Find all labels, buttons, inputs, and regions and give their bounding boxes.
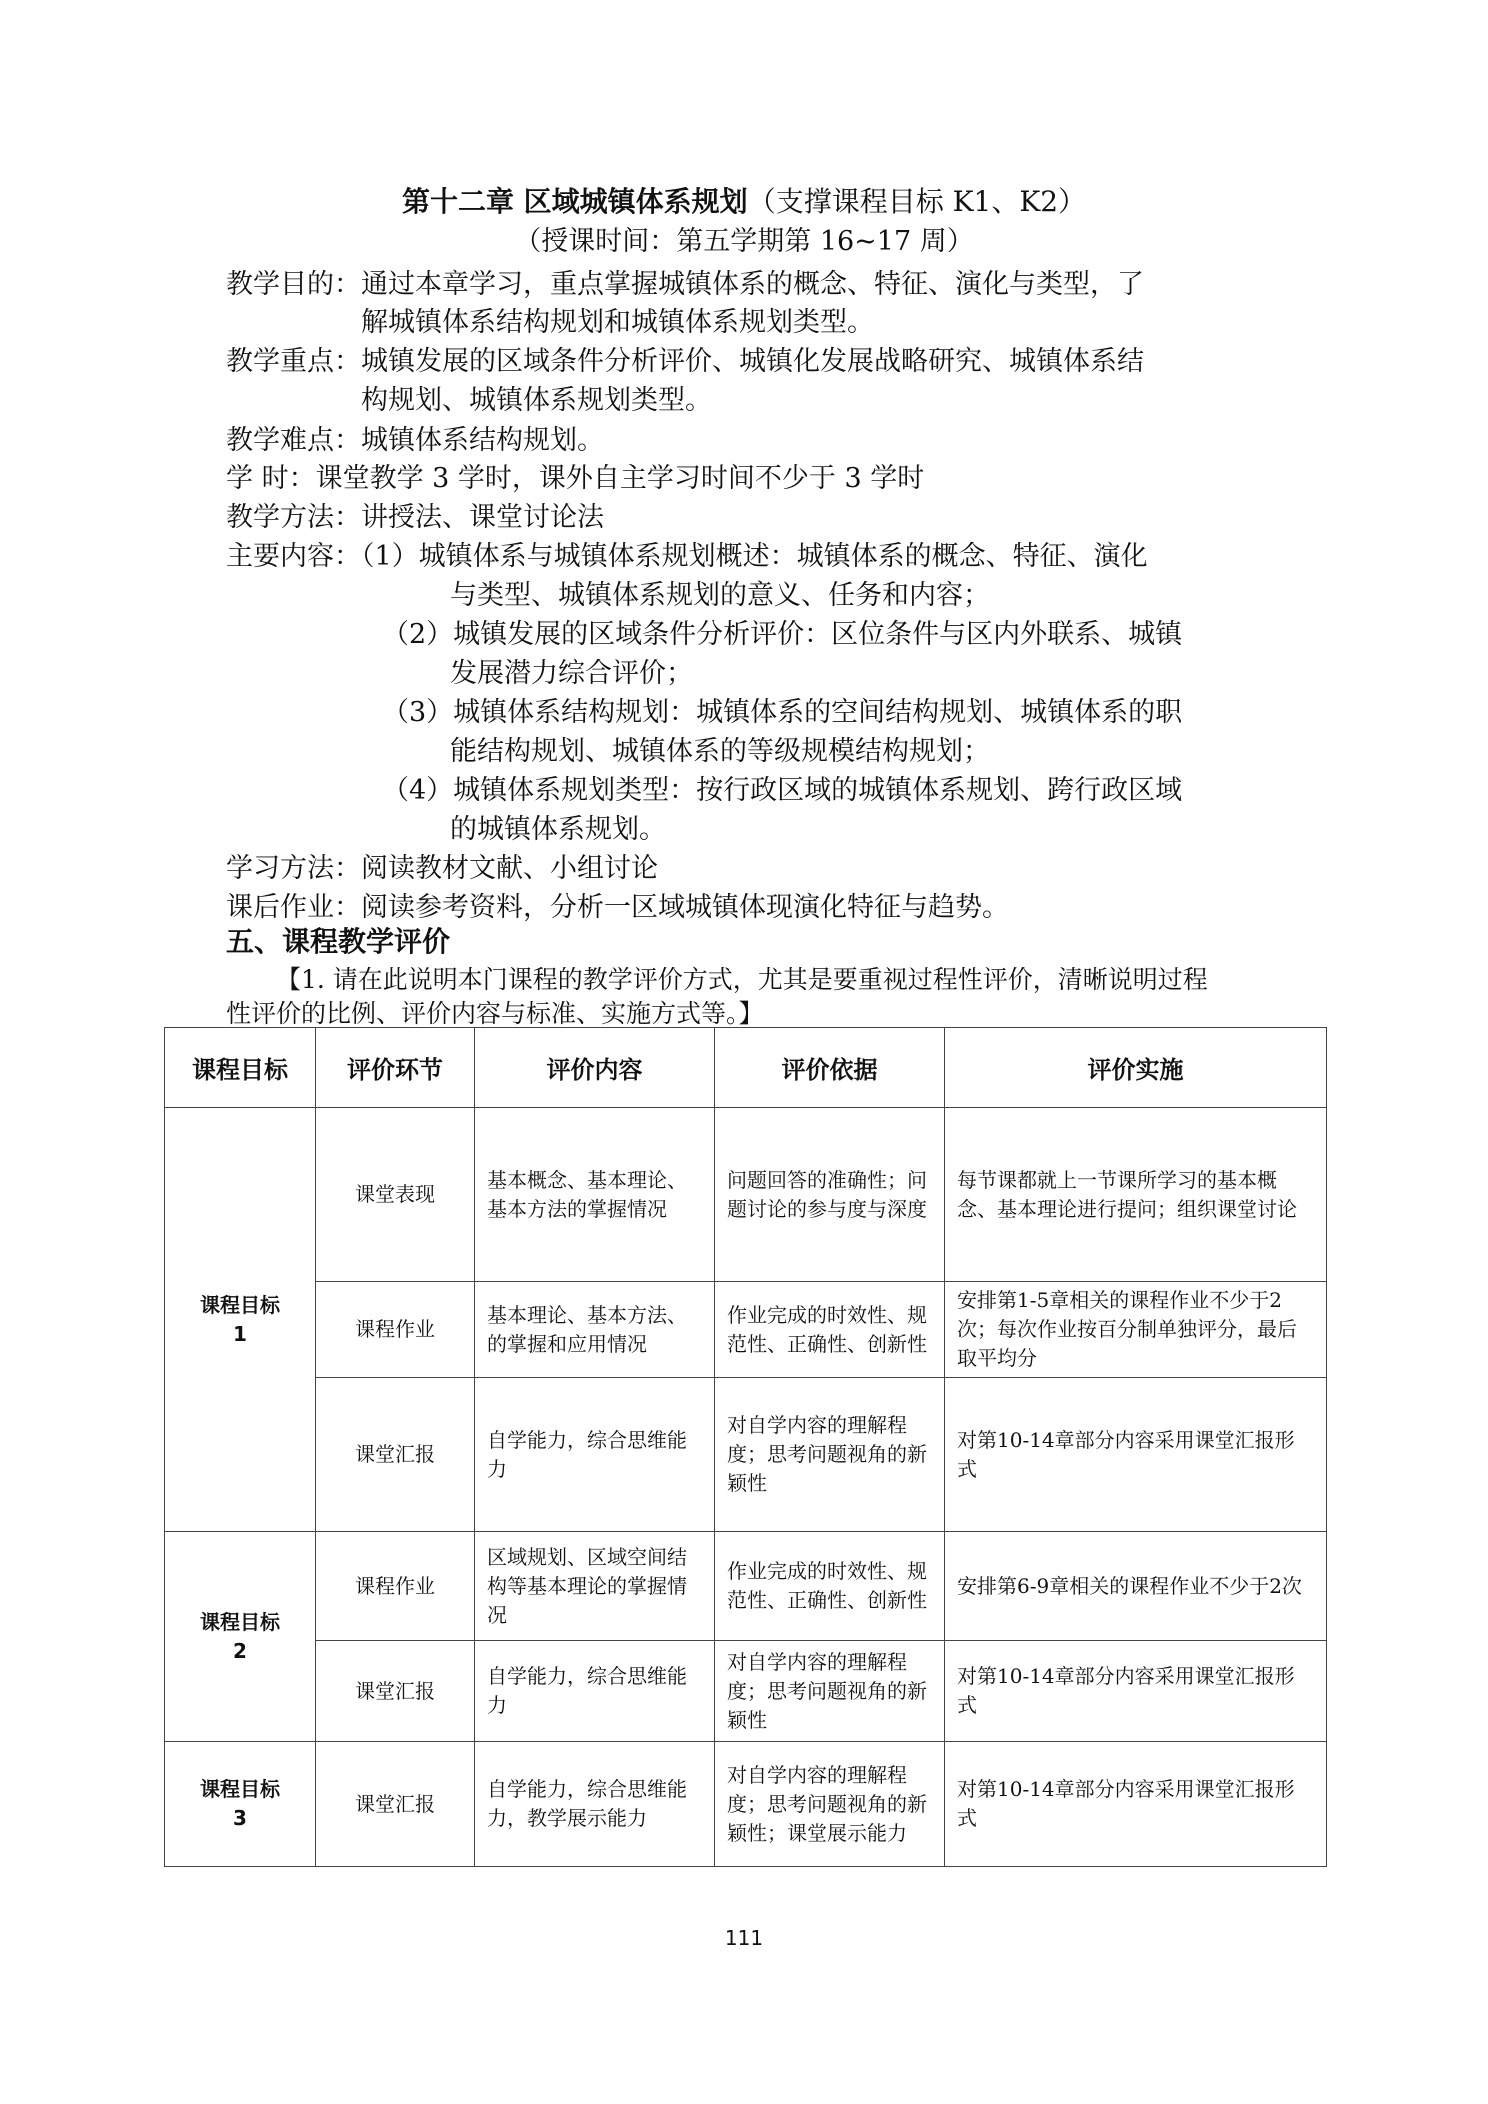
table-row (165, 1108, 1327, 1282)
note-line-2: 性评价的比例、评价内容与标准、实施方式等。】 (226, 999, 764, 1028)
difficulty-line: 教学难点：城镇体系结构规划。 (226, 425, 604, 456)
content-4-line-2: 的城镇体系规划。 (450, 814, 666, 845)
purpose-line-1 (226, 262, 1144, 301)
basis-cell: 作业完成的时效性、规范性、正确性、创新性 (715, 1282, 945, 1378)
basis-cell: 问题回答的准确性；问题讨论的参与度与深度 (715, 1108, 945, 1282)
stage-cell: 课程作业 (316, 1532, 475, 1641)
implementation-cell: 对第10-14章部分内容采用课堂汇报形式 (945, 1641, 1327, 1742)
table-row (165, 1641, 1327, 1742)
content-3-line-1: （3）城镇体系结构规划：城镇体系的空间结构规划、城镇体系的职 (382, 697, 1183, 728)
implementation-cell: 安排第6-9章相关的课程作业不少于2次 (945, 1532, 1327, 1641)
note-line-1: 【1. 请在此说明本门课程的教学评价方式，尤其是要重视过程性评价，清晰说明过程 (276, 965, 1208, 994)
content-cell: 基本概念、基本理论、基本方法的掌握情况 (475, 1108, 715, 1282)
method-line: 教学方法：讲授法、课堂讨论法 (226, 502, 604, 533)
header-content: 评价内容 (475, 1028, 715, 1108)
section-heading: 五、课程教学评价 (226, 925, 451, 958)
stage-cell: 课程作业 (316, 1282, 475, 1378)
basis-cell: 作业完成的时效性、规范性、正确性、创新性 (715, 1532, 945, 1641)
focus-line-1 (226, 339, 1144, 378)
content-4-line-1: （4）城镇体系规划类型：按行政区域的城镇体系规划、跨行政区域 (382, 775, 1183, 806)
stage-cell: 课堂汇报 (316, 1378, 475, 1532)
basis-cell: 对自学内容的理解程度；思考问题视角的新颖性 (715, 1378, 945, 1532)
stage-cell: 课堂表现 (316, 1108, 475, 1282)
hours-line: 学 时：课堂教学 3 学时，课外自主学习时间不少于 3 学时 (226, 463, 925, 494)
header-basis: 评价依据 (715, 1028, 945, 1108)
stage-cell: 课堂汇报 (316, 1742, 475, 1867)
table-row (165, 1742, 1327, 1867)
table-row (165, 1282, 1327, 1378)
header-implementation: 评价实施 (945, 1028, 1327, 1108)
content-cell: 自学能力，综合思维能力 (475, 1378, 715, 1532)
content-1-text-1: （1）城镇体系与城镇体系规划概述：城镇体系的概念、特征、演化 (361, 541, 1148, 572)
implementation-cell: 对第10-14章部分内容采用课堂汇报形式 (945, 1742, 1327, 1867)
header-goal: 课程目标 (165, 1028, 316, 1108)
content-2-line-2: 发展潜力综合评价； (450, 658, 693, 689)
table-header-row (165, 1028, 1327, 1108)
content-label: 主要内容： (226, 541, 361, 572)
purpose-label: 教学目的： (226, 269, 361, 300)
study-line: 学习方法：阅读教材文献、小组讨论 (226, 853, 658, 884)
goal-label: 课程目标 3 (200, 1777, 280, 1830)
content-cell: 区域规划、区域空间结构等基本理论的掌握情况 (475, 1532, 715, 1641)
chapter-title-main: 第十二章 区域城镇体系规划 (401, 185, 748, 218)
goal-cell (165, 1108, 316, 1532)
evaluation-table (164, 1027, 1327, 1867)
focus-text-1: 城镇发展的区域条件分析评价、城镇化发展战略研究、城镇体系结 (361, 346, 1144, 377)
content-1-line-2: 与类型、城镇体系规划的意义、任务和内容； (450, 580, 990, 611)
goal-label: 课程目标 1 (200, 1292, 280, 1346)
header-stage: 评价环节 (316, 1028, 475, 1108)
content-line-1 (226, 534, 1148, 573)
focus-line-2: 构规划、城镇体系规划类型。 (361, 385, 712, 416)
table-row (165, 1532, 1327, 1641)
content-3-line-2: 能结构规划、城镇体系的等级规模结构规划； (450, 736, 990, 767)
basis-cell: 对自学内容的理解程度；思考问题视角的新颖性；课堂展示能力 (715, 1742, 945, 1867)
goal-label: 课程目标 2 (200, 1609, 280, 1663)
purpose-text-1: 通过本章学习，重点掌握城镇体系的概念、特征、演化与类型，了 (361, 269, 1144, 300)
homework-line: 课后作业：阅读参考资料，分析一区域城镇体现演化特征与趋势。 (226, 892, 1009, 923)
basis-cell: 对自学内容的理解程度；思考问题视角的新颖性 (715, 1641, 945, 1742)
goal-cell (165, 1742, 316, 1867)
page-number: 111 (724, 1926, 764, 1950)
table-row (165, 1378, 1327, 1532)
focus-label: 教学重点： (226, 346, 361, 377)
content-2-line-1: （2）城镇发展的区域条件分析评价：区位条件与区内外联系、城镇 (382, 619, 1183, 650)
content-cell: 自学能力，综合思维能力，教学展示能力 (475, 1742, 715, 1867)
chapter-title (0, 182, 1488, 222)
implementation-cell: 对第10-14章部分内容采用课堂汇报形式 (945, 1378, 1327, 1532)
goal-cell (165, 1532, 316, 1742)
implementation-cell: 安排第1-5章相关的课程作业不少于2次；每次作业按百分制单独评分，最后取平均分 (945, 1282, 1327, 1378)
content-cell: 自学能力，综合思维能力 (475, 1641, 715, 1742)
purpose-line-2: 解城镇体系结构规划和城镇体系规划类型。 (361, 307, 874, 338)
content-cell: 基本理论、基本方法、的掌握和应用情况 (475, 1282, 715, 1378)
implementation-cell: 每节课都就上一节课所学习的基本概念、基本理论进行提问；组织课堂讨论 (945, 1108, 1327, 1282)
chapter-time: （授课时间：第五学期第 16~17 周） (514, 226, 974, 257)
stage-cell: 课堂汇报 (316, 1641, 475, 1742)
chapter-title-support: （支撑课程目标 K1、K2） (747, 185, 1087, 218)
